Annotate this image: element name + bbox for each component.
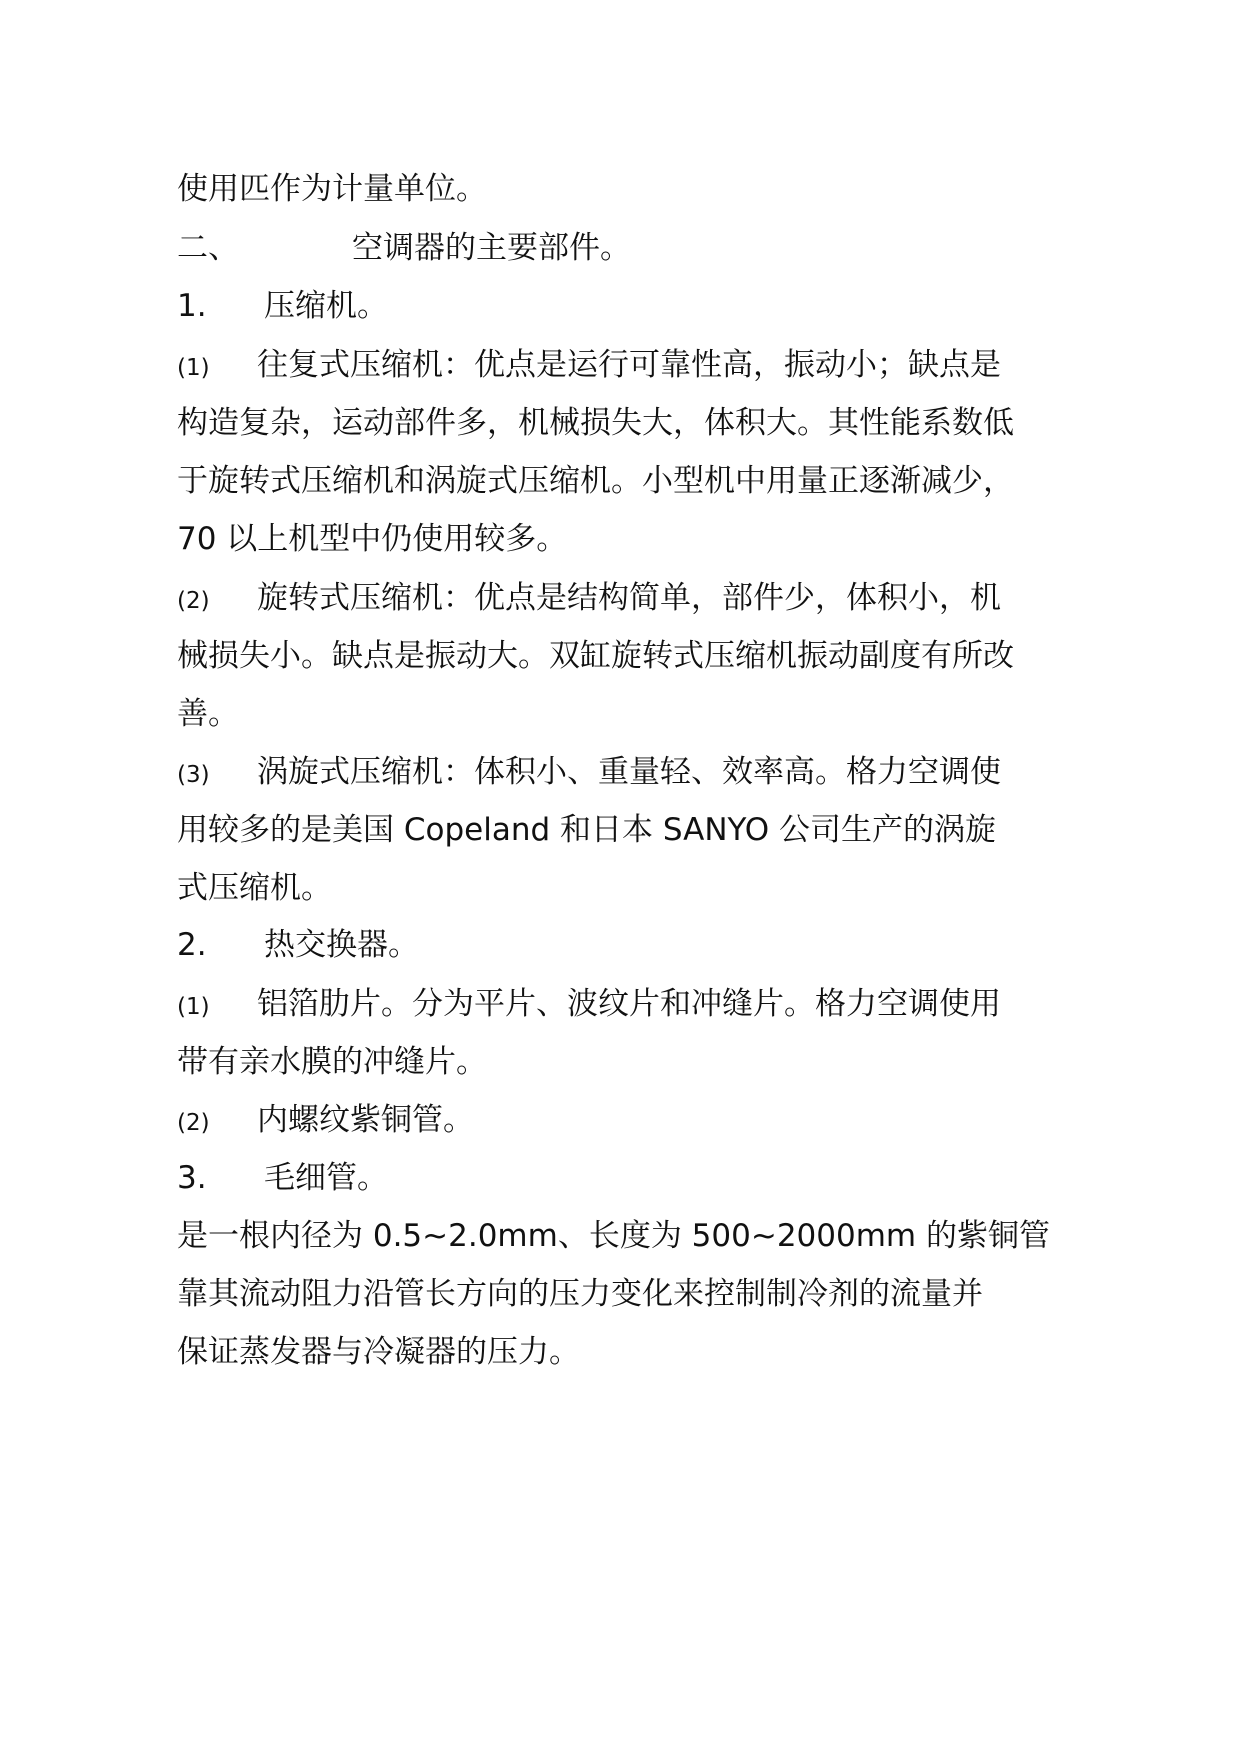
paragraph-capillary-cont — [177, 1274, 1067, 1314]
text-line: 带有亲水膜的冲缝片。 — [177, 1044, 487, 1080]
heading-marker: 1. — [177, 288, 207, 324]
heading-title: 压缩机。 — [264, 288, 388, 324]
text-line: 于旋转式压缩机和涡旋式压缩机。小型机中用量正逐渐减少， — [177, 463, 1014, 499]
item-marker: (1) — [177, 994, 210, 1020]
subheading-capillary — [177, 1158, 1067, 1198]
item-rotary-cont — [177, 636, 1067, 676]
item-fins — [177, 984, 1067, 1027]
item-marker: (1) — [177, 355, 210, 381]
item-marker: (2) — [177, 588, 210, 614]
heading-title: 毛细管。 — [264, 1160, 388, 1196]
paragraph-unit — [177, 169, 1067, 209]
paragraph-capillary-cont — [177, 1332, 1067, 1372]
section-heading-2 — [177, 228, 1067, 268]
paragraph-capillary — [177, 1216, 1067, 1256]
subheading-compressor — [177, 286, 1067, 326]
item-reciprocating — [177, 345, 1067, 388]
text-line: 涡旋式压缩机：体积小、重量轻、效率高。格力空调使 — [257, 754, 1001, 790]
text-line: 式压缩机。 — [177, 870, 332, 906]
item-reciprocating-cont — [177, 403, 1067, 443]
heading-title: 热交换器。 — [264, 927, 419, 963]
subheading-heat-exchanger — [177, 925, 1067, 965]
item-marker: (2) — [177, 1110, 210, 1136]
item-scroll — [177, 752, 1067, 795]
text-line: 铝箔肋片。分为平片、波纹片和冲缝片。格力空调使用 — [257, 986, 1001, 1022]
text-line: 构造复杂，运动部件多，机械损失大，体积大。其性能系数低 — [177, 405, 1014, 441]
text-line: 善。 — [177, 696, 239, 732]
text-line: 靠其流动阻力沿管长方向的压力变化来控制制冷剂的流量并 — [177, 1276, 983, 1312]
text-line: 内螺纹紫铜管。 — [257, 1102, 474, 1138]
text-line: 保证蒸发器与冷凝器的压力。 — [177, 1334, 580, 1370]
text-line: 使用匹作为计量单位。 — [177, 171, 487, 207]
heading-marker: 二、 — [177, 230, 239, 266]
text-line: 是一根内径为 0.5~2.0mm、长度为 500~2000mm 的紫铜管 — [177, 1218, 1050, 1254]
item-scroll-cont — [177, 810, 1067, 850]
item-reciprocating-cont — [177, 519, 1067, 559]
item-rotary-cont — [177, 694, 1067, 734]
heading-marker: 3. — [177, 1160, 207, 1196]
item-rotary — [177, 578, 1067, 621]
text-line: 旋转式压缩机：优点是结构简单，部件少，体积小，机 — [257, 580, 1001, 616]
item-reciprocating-cont — [177, 461, 1067, 501]
text-line: 往复式压缩机：优点是运行可靠性高，振动小；缺点是 — [257, 347, 1001, 383]
item-scroll-cont — [177, 868, 1067, 908]
item-marker: (3) — [177, 762, 210, 788]
item-fins-cont — [177, 1042, 1067, 1082]
heading-marker: 2. — [177, 927, 207, 963]
heading-title: 空调器的主要部件。 — [352, 230, 631, 266]
text-line: 械损失小。缺点是振动大。双缸旋转式压缩机振动副度有所改 — [177, 638, 1014, 674]
text-line: 70 以上机型中仍使用较多。 — [177, 521, 568, 557]
text-line: 用较多的是美国 Copeland 和日本 SANYO 公司生产的涡旋 — [177, 812, 997, 848]
item-copper-tube — [177, 1100, 1067, 1143]
